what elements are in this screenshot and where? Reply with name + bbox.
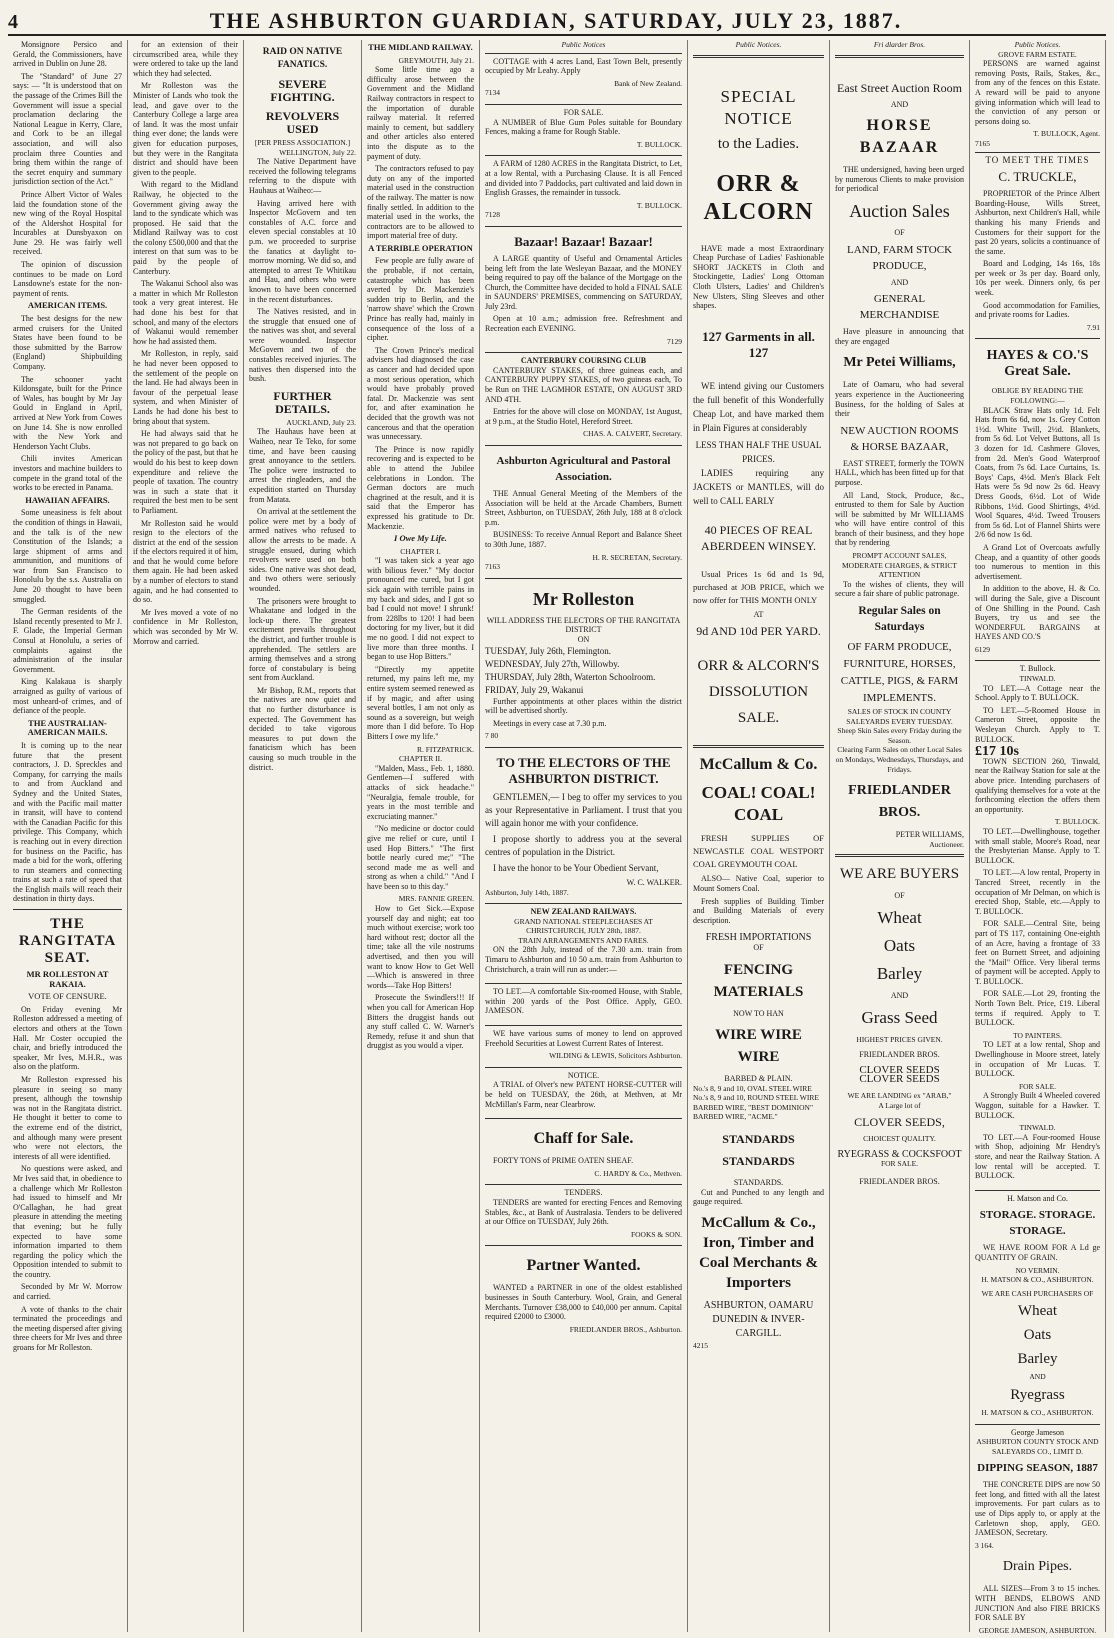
headline-raid: RAID ON NATIVE FANATICS. [249,46,356,72]
headline-further: FURTHER DETAILS. [249,390,356,416]
news-paragraph: The Crown Prince's medical advisers had diagnosed the case as cancer and had decided upon a most serious operation, which would have probably proved fatal. Dr. Mackenzie was sent for, and after examination he decided that the growth was not cancerous and that the operation was unnecessary. [367,346,474,442]
news-paragraph: "Directly my appetite returned, my pains left me, my entire system seemed renewed as if by magic, and after using several bottles, I am not only as sound as a sovereign, but weigh more than I did before. To Hop Bitters I owe my life." [367,665,474,742]
column-8: Public Notices. GROVE FARM ESTATE. PERSONS are warned against removing Posts, Rails, Stakes, &c., from any of the fences on this Estate. A reward will be paid to anyone giving information which will lead to the conviction of any person or persons doing so. T. BULLOCK, Agent. 7165 TO MEET THE TIMES C. TRUCKLE, PROPRIETOR of the Prince Albert Boarding-House, Wills Street, Ashburton, next Children's Hall, while thanking his many Friends and Customers for their support for the past 20 years, solicits a continuance of the same. Board and Lodging, 14s 16s, 18s per week or 3s per day. Board only, 10s per week. Dinners only, 6s per week. Good accommodation for Families, and private rooms for Ladies. 7.91 HAYES & CO.'S Great Sale. OBLIGE BY READING THE FOLLOWING:— BLACK Straw Hats only 1d. Felt Hats from 6s 6d, now 1s. Grey Cotton 1½d. White Twill, 2½d. Blankets, from 5s 6d. Lot Velvet Buttons, all 1s 3 dozen for 1d. Cashmere Gloves, from 2d. Men's Good Waterproof Coats, from 7s 6d. Lace Curtains, 1s. Boys' Caps, 4½d. Men's Black Felt Hats were 5s 9d now 2s 6d. Heavy Dress Goods, 6½d. Lot of Wide Ribbons, 1½d. Good Shirtings, 4½d. Wool Squares, 4½d. Tweed Trousers from 5s 6d. Lot of Flannel Shirts were 2/6 6d now 1s 6d. A Grand Lot of Overcoats awfully Cheap, and a quantity of other goods too numerous to mention in this advertisement. In addition to the above, H. & Co. will during the Sale, give a Discount of One Shilling in the Pound. Cash Buyers, try us and see the WONDERFUL BARGAINS at HAYES AND CO.'S 6129 T. Bullock. TINWALD. TO LET.—A Cottage near the School. Apply to T. BULLOCK. TO LET.—5-Roomed House in Cameron Street, opposite the Wesleyan Church. Apply to T. BULLOCK. £17 10s TOWN SECTION 260, Tinwald, near the Railway Station for sale at the above price. Intending purchasers of qualifying themselves for a vote at the forthcoming election the offers them an opportunity. T. BULLOCK. TO LET.—Dwellinghouse, together with small stable, Moore's Road, near the Presbyterian Manse. Apply to T. BULLOCK. TO LET.—A low rental, Property in Tancred Street, recently in the occupation of Mr Delman, on which is erected Shop, Stable, etc.—Apply to T. BULLOCK. FOR SALE.—Central Site, being part of TS 117, containing One-eighth of an Acre, having a frontage of 33 feet on Burnett Street, and adjoining the "Mail" Office. Very liberal terms of payment will be accepted. Apply to T. BULLOCK. FOR SALE.—Lot 29, fronting the North Town Belt. Price, £19. Liberal terms if required. Apply to T. BULLOCK. TO PAINTERS. TO LET at a low rental, Shop and Dwellinghouse in Moore street, lately in occupation of Mr Lucas. T. BULLOCK. FOR SALE. A Strongly Built 4 Wheeled covered Waggon, suitable for a Hawker. T. BULLOCK. TINWALD. TO LET.—A Four-roomed House with Shop, adjoining Mr Hendry's store, and near the Railway Station. A low rental will be accepted. T. BULLOCK. H. Matson and Co. STORAGE. STORAGE. STORAGE. WE HAVE ROOM FOR A Ld ge QUANTITY OF GRAIN. NO VERMIN. H. MATSON & CO., ASHBURTON. WE ARE CASH PURCHASERS OF Wheat Oats Barley AND Ryegrass H. MATSON & CO., ASHBURTON. George Jameson ASHBURTON COUNTY STOCK AND SALEYARDS CO., LIMIT D. DIPPING SEASON, 1887 THE CONCRETE DIPS are now 50 feet long, and fitted with all the latest improvements. For part culars as to use of Dips apply to, or apply at the Carletown shop, apply, GEO. JAMESON, Secretary. 3 164. Drain Pipes. ALL SIZES—From 3 to 15 inches. WITH BENDS, ELBOWS AND JUNCTION And also FIRE BRICKS FOR SALE BY GEORGE JAMESON, ASHBURTON. [970,40,1106,1632]
divider [13,909,122,910]
signature: R. FITZPATRICK. [367,745,474,755]
subheadline: VOTE OF CENSURE. [13,992,122,1002]
news-paragraph: A vote of thanks to the chair terminated the proceedings and the meeting dispersed after giving three cheers for Mr Ives and three groans for Mr Rolleston. [13,1305,122,1353]
news-paragraph: How to Get Sick.—Expose yourself day and night; eat too much without exercise; work too hard without rest; doctor all the time; take all the vile nostrums advertised, and then you will want to know How to Get Well—Which is answered in three words—Take Hop Bitters! [367,904,474,990]
chapter-label: CHAPTER I. [367,547,474,557]
advert-money: WE have various sums of money to lend on approved Freehold Securities at Lowest Current Rates of Interest. WILDING & LEWIS, Solicitors Ashburton. [485,1025,682,1064]
column-4 [362,40,480,1632]
advert-tenders: TENDERS. TENDERS are wanted for erecting Fences and Removing Stables, &c., at Bank of Australasia. Tenders to be delivered at our Office on TUESDAY, July 26th. FOOKS & SON. [485,1184,682,1242]
news-paragraph: Monsignore Persico and Gerald, the Commissioners, have arrived in Dublin on June 28. [13,40,122,69]
column-1 [8,40,128,1632]
advert-bazaar: Bazaar! Bazaar! Bazaar! A LARGE quantity of Useful and Ornamental Articles being left from the late Wesleyan Bazaar, and the MONEY being required to pay off the balance of the Mortgage on the Church, the Committee have decided to hold a FINAL SALE in SAUNDERS' PREMISES, commencing on SATURDAY, July 23rd. Open at 10 a.m.; admission free. Refreshment and Recreation each EVENING. 7129 [485,226,682,349]
headline-revolvers: REVOLVERS USED [249,110,356,136]
news-paragraph: Mr Rolleston said he would resign to the electors of the district at the end of the session if the electors required it of him, and that he would come before them again. He had been asked by a number of electors to stand again, and he had consented to do so. [133,519,238,605]
chapter-label: CHAPTER II. [367,754,474,764]
news-paragraph: The Natives resisted, and in the struggle that ensued one of the natives was shot, and several were wounded. Inspector McGovern and two of the constables received injuries. The natives then dispersed into the bush. [249,307,356,384]
news-paragraph: "No medicine or doctor could give me relief or cure, until I used Hop Bitters." "The first bottle nearly cured me;" "The second made me as well and strong as when a child." "And I have been so to this day." [367,824,474,891]
news-paragraph: No questions were asked, and Mr Ives said that, in obedience to a challenge which Mr Rolleston had issued to himself and Mr O'Callaghan, he had great pleasure in attending the meeting that evening; but he fully expected to have some information imparted to them regarding the policy which the Opposition intended to submit to the country. [13,1164,122,1279]
news-paragraph: "I was taken sick a year ago with bilious fever." "My doctor pronounced me cured, but I got sick again with terrible pains in my back and sides, and I got so bad I could not move! I shrunk! from 228lbs to 120! I had been doctoring for my liver, but it did me no good. I did not expect to live more than three months. I began to use Hop Bitters." [367,556,474,662]
advert-coursing-club: CANTERBURY COURSING CLUB CANTERBURY STAKES, of three guineas each, and CANTERBURY PUPPY STAKES, of two guineas each, To be Run on THE LAGMHOR ESTATE, ON AUGUST 3RD AND 4TH. Entries for the above will close on MONDAY, 1st August, at 9 p.m., at the Studio Hotel, Hereford Street. CHAS. A. CALVERT, Secretary. [485,352,682,442]
advert-agricultural: Ashburton Agricultural and Pastoral Association. THE Annual General Meeting of the Members of the Association will be held at the Arcade Chambers, Burnett Street, Ashburton, on TUESDAY, 26th July, 188 at 8 o'clock p.m. BUSINESS: To receive Annual Report and Balance Sheet to 30th June, 1887. H. R. SECRETAN, Secretary. 7163 [485,445,682,575]
mccallum: McCallum & Co. [693,754,824,776]
section-heading: THE AUSTRALIAN-AMERICAN MAILS. [13,719,122,738]
coal-heading: COAL! COAL! COAL [693,782,824,826]
news-paragraph: The Hauhaus have been at Waiheo, near Te Teko, for some time, and have been causing great annoyance to the settlers. The police were instructed to arrest the ringleaders, and the expedition started on Thursday from Matata. [249,427,356,504]
column-2 [128,40,244,1632]
headline-rangitata: THE RANGITATA SEAT. [13,916,122,967]
headline-mylife: I Owe My Life. [367,534,474,544]
column-header: Public Notices. [693,40,824,50]
signature: MRS. FANNIE GREEN. [367,894,474,904]
news-paragraph: Some uneasiness is felt about the condition of things in Hawaii, and the talk is of the new Constitution of the Islands; a large shipment of arms and ammunition, and munitions of war from San Francisco to Honolulu by the s.s. Australia on June 20 thought to have been smuggled. [13,508,122,604]
advert-farm: A FARM of 1280 ACRES in the Rangitata District, to Let, at a low Rental, with a Purchasing Clause. It is all Fenced and divided into 7 Paddocks, part cultivated and laid down in English Grasses, the remainder in tussock. T. BULLOCK. 7128 [485,155,682,223]
news-paragraph: The contractors refused to pay duty on any of the imported material used in the construction of the railway. The matter is now finally settled. In addition to the material used in the works, the contractors are to be allowed to import material free of duty. [367,164,474,241]
dateline: AUCKLAND, July 23. [249,418,356,428]
news-paragraph: Seconded by Mr W. Morrow and carried. [13,1282,122,1301]
news-paragraph: Mr Ives moved a vote of no confidence in Mr Rolleston, which was seconded by Mr W. Morrow and carried. [133,608,238,646]
advert-matson: H. Matson and Co. STORAGE. STORAGE. STORAGE. WE HAVE ROOM FOR A Ld ge QUANTITY OF GRAIN. NO VERMIN. H. MATSON & CO., ASHBURTON. WE ARE CASH PURCHASERS OF Wheat Oats Barley AND Ryegrass H. MATSON & CO., ASHBURTON. [975,1190,1100,1421]
news-paragraph: He had always said that he was not prepared to go back on the policy of the past, but that he would do his best to keep down expenditure and relieve the people of taxation. The country was in such a state that it required the best men to be sent to Parliament. [133,429,238,515]
news-paragraph: The German residents of the Island recently presented to Mr J. F. Glade, the Imperial German Consul at Honolulu, a series of complaints against the administration of the insular Government. [13,607,122,674]
column-header: Public Notices. [975,40,1100,50]
news-paragraph: "Malden, Mass., Feb. 1, 1880. Gentlemen—I suffered with attacks of sick headache." "Neuralgia, female trouble, for years in the most terrible and excruciating manner." [367,764,474,822]
advert-electors: TO THE ELECTORS OF THE ASHBURTON DISTRICT. GENTLEMEN,— I beg to offer my services to you as your Representative in Parliament. I trust that you will again honor me with your confidence. I propose shortly to address you at the several centres of population in the District. I have the honor to be Your Obedient Servant, W. C. WALKER. Ashburton, July 14th, 1887. [485,747,682,900]
news-paragraph: Few people are fully aware of the probable, if not certain, catastrophe which has been averted by Dr. Mackenzie's sudden trip to Berlin, and the 'narrow shave' which the Crown Prince has really had, mainly in consequence of the loss of a cipher. [367,256,474,342]
news-paragraph: Prosecute the Swindlers!!! If when you call for American Hop Bitters the druggist hands out any stuff called C. W. Warner's Remedy, refuse it and shun that druggist as you would a viper. [367,993,474,1051]
subheadline: MR ROLLESTON AT RAKAIA. [13,970,122,989]
news-paragraph: Having arrived here with Inspector McGovern and ten constables of A.C. force and eleven special constables at 10 p.m. we proceeded to surprise the fanatics at daylight to-morrow morning. We did so, and attempted to arrest Te Whitikau and Hau, and others who were known to have been concerned in the recent disturbances. [249,199,356,305]
news-paragraph: Prince Albert Victor of Wales laid the foundation stone of the new wing of the Royal Hospital of the Aldershot Hospital for Incurables at Dunsbyaxon on June 29. He was fairly well received. [13,190,122,257]
news-paragraph: The best designs for the new armed cruisers for the United States have been found to be those submitted by the Barrow (England) Shipbuilding Company. [13,314,122,372]
news-paragraph: The schooner yacht Kildonsgate, built for the Prince of Wales, has bought by Mr Jay Gould in England in April, arrived at New York from Cowes on June 14. She is now enrolled with the New York and Henderson Yacht Clubs. [13,375,122,452]
advert-cottage: COTTAGE with 4 acres Land, East Town Belt, presently occupied by Mr Leahy. Apply Bank of New Zealand. 7134 [485,53,682,101]
masthead [8,4,1106,36]
news-paragraph: On arrival at the settlement the police were met by a body of armed natives who refused to allow the arrests to be made. A struggle ensued, during which revolvers were used on both sides. One native was shot dead, and two others were seriously wounded. [249,507,356,593]
special-notice: SPECIAL NOTICE [693,86,824,130]
section-heading: AMERICAN ITEMS. [13,301,122,311]
column-5 [480,40,688,1632]
news-paragraph: for an extension of their circumscribed area, while they were ordered to take up the land which they had selected. [133,40,238,78]
advert-gum-poles: FOR SALE. A NUMBER of Blue Gum Poles suitable for Boundary Fences, making a frame for Rough Stable. T. BULLOCK. [485,104,682,152]
news-paragraph: Mr Bishop, R.M., reports that the natives are now quiet and that no further disturbance is expected. The Government has decided to take vigorous measures to put down the fanaticism which has been causing so much trouble in the district. [249,686,356,772]
news-paragraph: The Native Department have received the following telegrams referring to the dispute with Hauhaus at Waiheo:— [249,157,356,195]
dateline: WELLINGTON, July 22. [249,148,356,158]
advert-notice: NOTICE. A TRIAL of Olver's new PATENT HORSE-CUTTER will be held on TUESDAY, the 26th, at Methven, at Mr McMillan's Farm, near Clearbrow. [485,1067,682,1115]
page-number: 4 [8,11,18,34]
column-header: Fri dlarder Bros. [835,40,964,50]
advert-hayes: HAYES & CO.'S Great Sale. OBLIGE BY READING THE FOLLOWING:— BLACK Straw Hats only 1d. Felt Hats from 6s 6d, now 1s. Grey Cotton 1½d. White Twill, 2½d. Blankets, from 5s 6d. Lot Velvet Buttons, all 1s 3 dozen for 1d. Cashmere Gloves, from 2d. Men's Good Waterproof Coats, from 7s 6d. Lace Curtains, 1s. Boys' Caps, 4½d. Men's Black Felt Hats were 5s 9d now 2s 6d. Heavy Dress Goods, 6½d. Lot of Wide Ribbons, 1½d. Good Shirtings, 4½d. Wool Squares, 4½d. Tweed Trousers from 5s 6d. Lot of Flannel Shirts were 2/6 6d now 1s 6d. A Grand Lot of Overcoats awfully Cheap, and a quantity of other goods too numerous to mention in this advertisement. In addition to the above, H. & Co. will during the Sale, give a Discount of One Shilling in the Pound. Cash Buyers, try us and see the WONDERFUL BARGAINS at HAYES AND CO.'S 6129 [975,338,1100,657]
advert-rolleston: Mr Rolleston WILL ADDRESS THE ELECTORS OF THE RANGITATA DISTRICT ON TUESDAY, July 26th, Flemington. WEDNESDAY, July 27th, Willowby. THURSDAY, July 28th, Waterton Schoolroom. FRIDAY, July 29, Wakanui Further appointments at other places within the district will be advertised shortly. Meetings in every case at 7.30 p.m. 7 80 [485,578,682,744]
column-6: Public Notices. SPECIAL NOTICE to the Ladies. ORR & ALCORN HAVE made a most Extraordinary Cheap Purchase of Ladies' Fashionable SHORT JACKETS in Cloth and Stockingette, Ladies' Long Ottoman Cloth Ulsters, Ladies' and Children's New Ulsters, Sling Sleeves and other shapes. 127 Garments in all. 127 WE intend giving our Customers the full benefit of this Wonderfully Cheap Lot, and have marked them in Plain Figures at considerably LESS THAN HALF THE USUAL PRICES. LADIES requiring any JACKETS or MANTLES, will do well to CALL EARLY 40 PIECES OF REAL ABERDEEN WINSEY. Usual Prices 1s 6d and 1s 9d, purchased at JOB PRICE, which we now offer for THIS MONTH ONLY AT 9d AND 10d PER YARD. ORR & ALCORN'S DISSOLUTION SALE. McCallum & Co. COAL! COAL! COAL FRESH SUPPLIES OF NEWCASTLE COAL WESTPORT COAL GREYMOUTH COAL ALSO— Native Coal, superior to Mount Somers Coal. Fresh supplies of Building Timber and Building Materials of every description. FRESH IMPORTATIONS OF FENCING MATERIALS NOW TO HAN WIRE WIRE WIRE BARBED & PLAIN. No.'s 8, 9 and 10, OVAL STEEL WIRE No.'s 8, 9 and 10, ROUND STEEL WIRE BARBED WIRE, "BEST DOMINION" BARBED WIRE, "ACME." STANDARDS STANDARDS STANDARDS. Cut and Punched to any length and gauge required. McCallum & Co., Iron, Timber and Coal Merchants & Importers ASHBURTON, OAMARU DUNEDIN & INVER-CARGILL. 4215 [688,40,830,1632]
news-paragraph: Some little time ago a difficulty arose between the Government and the Midland Railway contractors in respect to the importation of durable railway material. It referred mainly to cement, but saddlery and other articles also entered into the dispute as to the payment of duty. [367,65,474,161]
column-header: Public Notices [485,40,682,50]
advert-bullock: T. Bullock. TINWALD. TO LET.—A Cottage near the School. Apply to T. BULLOCK. TO LET.—5-Roomed House in Cameron Street, opposite the Wesleyan Church. Apply to T. BULLOCK. £17 10s TOWN SECTION 260, Tinwald, near the Railway Station for sale at the above price. Intending purchasers of qualifying themselves for a vote at the forthcoming election the offers them an opportunity. T. BULLOCK. TO LET.—Dwellinghouse, together with small stable, Moore's Road, near the Presbyterian Manse. Apply to T. BULLOCK. TO LET.—A low rental, Property in Tancred Street, recently in the occupation of Mr Delman, on which is erected Shop, Stable, etc.—Apply to T. BULLOCK. FOR SALE.—Central Site, being part of TS 117, containing One-eighth of an Acre, having a frontage of 33 feet on Burnett Street, and adjoining the "Mail" Office. Very liberal terms of payment will be accepted. Apply to T. BULLOCK. FOR SALE.—Lot 29, fronting the North Town Belt. Price, £19. Liberal terms if required. Apply to T. BULLOCK. TO PAINTERS. TO LET at a low rental, Shop and Dwellinghouse in Moore street, lately in occupation of Mr Lucas. T. BULLOCK. FOR SALE. A Strongly Built 4 Wheeled covered Waggon, suitable for a Hawker. T. BULLOCK. TINWALD. TO LET.—A Four-roomed House with Shop, adjoining Mr Hendry's store, and near the Railway Station. A low rental will be accepted. T. BULLOCK. [975,660,1100,1186]
advert-tolet: TO LET.—A comfortable Six-roomed House, with Stable, within 200 yards of the Post Office. Apply, GEO. JAMESON. [485,983,682,1022]
headline-midland: THE MIDLAND RAILWAY. [367,43,474,53]
advert-jameson: George Jameson ASHBURTON COUNTY STOCK AND SALEYARDS CO., LIMIT D. DIPPING SEASON, 1887 THE CONCRETE DIPS are now 50 feet long, and fitted with all the latest improvements. For part culars as to use of Dips apply to, or apply at the Carletown shop, apply, GEO. JAMESON, Secretary. 3 164. Drain Pipes. ALL SIZES—From 3 to 15 inches. WITH BENDS, ELBOWS AND JUNCTION And also FIRE BRICKS FOR SALE BY GEORGE JAMESON, ASHBURTON. [975,1424,1100,1638]
advert-truckle: TO MEET THE TIMES C. TRUCKLE, PROPRIETOR of the Prince Albert Boarding-House, Wills Street, Ashburton, next Children's Hall, while thanking his many Friends and Customers for their support for the past 20 years, solicits a continuance of the same. Board and Lodging, 14s 16s, 18s per week or 3s per day. Board only, 10s per week. Dinners only, 6s per week. Good accommodation for Families, and private rooms for Ladies. 7.91 [975,152,1100,336]
advert-chaff: Chaff for Sale. FORTY TONS of PRIME OATEN SHEAF. C. HARDY & Co., Methven. [485,1118,682,1181]
newspaper-title: THE ASHBURTON GUARDIAN, SATURDAY, JULY 23, 1887. [210,8,903,34]
press-credit: [PER PRESS ASSOCIATION.] [249,138,356,148]
section-heading: HAWAIIAN AFFAIRS. [13,496,122,506]
orr-alcorn: ORR & ALCORN [693,170,824,226]
news-paragraph: It is coming up to the near future that the present contractors, J. D. Spreckles and Company, for carrying the mails to and from Auckland and Sydney and the United States, and with the Pacific mail matter in transit, will have to contend with the Canadian Pacific for this privilege. This Company, which is reaching out in every direction for business on the Pacific, has made a bid for the work, offering to run steamers and connecting trains at such a rate of speed that the English mails will reach their destination in thirty days. [13,741,122,904]
dateline: GREYMOUTH, July 21. [367,56,474,66]
news-paragraph: With regard to the Midland Railway, he objected to the Government giving away the land to the syndicate which was proposed. He said that the Midland Railway was to cost the colony £500,000 and that the interest on that sum was to be paid by the people of Canterbury. [133,180,238,276]
news-paragraph: The "Standard" of June 27 says: — "It is understood that on the passage of the Crimes Bill the Government will issue a special proclamation declaring the National League in Kerry, Clare, and Cork to be an illegal association, and will also proclaim three Counties and bring them within the range of the secret enquiry and summary jurisdiction section of the Act." [13,72,122,187]
news-paragraph: The opinion of discussion continues to be made on Lord Lansdowne's estate for the non-payment of rents. [13,260,122,298]
headline-operation: A TERRIBLE OPERATION [367,244,474,254]
news-paragraph: The Prince is now rapidly recovering and is expected to be able to attend the Jubilee celebrations in London. The German doctors are much chagrined at the result, and it is said that the Emperor has expressed his gratitude to Dr. Mackenzie. [367,445,474,531]
news-paragraph: The prisoners were brought to Whakatane and lodged in the lock-up there. The greatest excitement prevails throughout the district, and further trouble is apprehended. The settlers are arming themselves and a strong force of constabulary is being sent from Auckland. [249,597,356,683]
advert-partner: Partner Wanted. WANTED a PARTNER in one of the oldest established businesses in South Canterbury. Wool, Grain, and General Merchants. Turnover £38,000 to £40,000 per annum. Capital required £2000 to £3000. FRIEDLANDER BROS., Ashburton. [485,1245,682,1337]
news-paragraph: Mr Rolleston expressed his pleasure in seeing so many present, although the township was not in the Rangitata district. He thought it better to come to the extreme end of the district, and although many were present who were not electors, the interests of all were identified. [13,1075,122,1161]
advert-railways: NEW ZEALAND RAILWAYS. GRAND NATIONAL STEEPLECHASES AT CHRISTCHURCH, JULY 28th, 1887. TRAIN ARRANGEMENTS AND FARES. ON the 28th July, instead of the 7.30 a.m. train from Timaru to Ashburton and 10 50 a.m. train from Ashburton to Christchurch, a train will run as under:— [485,903,682,980]
headline-severe: SEVERE FIGHTING. [249,78,356,104]
news-paragraph: Mr Rolleston was the Minister of Lands who took the lead, and gave over to the Canterbury College a large area of land. It was the most unfair thing ever done; the lands were given for education purposes, but they were in the Rangitata district and should have been given to the people. [133,81,238,177]
news-paragraph: The Wakanui School also was a matter in which Mr Rolleston took a very great interest. He had done his best for that school, and many of the electors of Wakanui would remember how he had assisted them. [133,279,238,346]
news-paragraph: On Friday evening Mr Rolleston addressed a meeting of electors and others at the Town Hall. Mr Coster occupied the chair, and briefly introduced the speaker, Mr Ives, M.H.R., was also on the platform. [13,1005,122,1072]
news-paragraph: King Kalakaua is sharply arraigned as guilty of various of most unheard-of crimes, and of defiance of the people. [13,677,122,715]
news-paragraph: Chili invites American investors and machine builders to compete in the grand total of the works to be erected in Panama. [13,454,122,492]
column-7: Fri dlarder Bros. East Street Auction Room AND HORSE BAZAAR THE undersigned, having been urged by numerous Clients to make provision for periodical Auction Sales OF LAND, FARM STOCK PRODUCE, AND GENERAL MERCHANDISE Have pleasure in announcing that they are engaged Mr Petei Williams, Late of Oamaru, who had several years experience in the Auctioneering Business, for the holding of Sales at their NEW AUCTION ROOMS & HORSE BAZAAR, EAST STREET, formerly the TOWN HALL, which has been fitted up for that purpose. All Land, Stock, Produce, &c., entrusted to them for Sale by Auction will be submitted by Mr WILLIAMS who will have entire control of this branch of their business, and they hope that by rendering PROMPT ACCOUNT SALES, MODERATE CHARGES, & STRICT ATTENTION To the wishes of clients, they will secure a fair share of public patronage. Regular Sales on Saturdays OF FARM PRODUCE, FURNITURE, HORSES, CATTLE, PIGS, & FARM IMPLEMENTS. SALES OF STOCK IN COUNTY SALEYARDS EVERY TUESDAY. Sheep Skin Sales every Friday during the Season. Clearing Farm Sales on other Local Sales on Mondays, Wednesdays, Thursdays, and Fridays. FRIEDLANDER BROS. PETER WILLIAMS, Auctioneer. WE ARE BUYERS OF Wheat Oats Barley AND Grass Seed HIGHEST PRICES GIVEN. FRIEDLANDER BROS. CLOVER SEEDS CLOVER SEEDS WE ARE LANDING ex "ARAB," A Large lot of CLOVER SEEDS, CHOICEST QUALITY. RYEGRASS & COCKSFOOT FOR SALE. FRIEDLANDER BROS. [830,40,970,1632]
news-paragraph: Mr Rolleston, in reply, said he had never been opposed to the settlement of the people on the land. He had always been in favour of the perpetual lease system, and when Minister of Lands he had done his best to bring about that system. [133,349,238,426]
column-3 [244,40,362,1632]
